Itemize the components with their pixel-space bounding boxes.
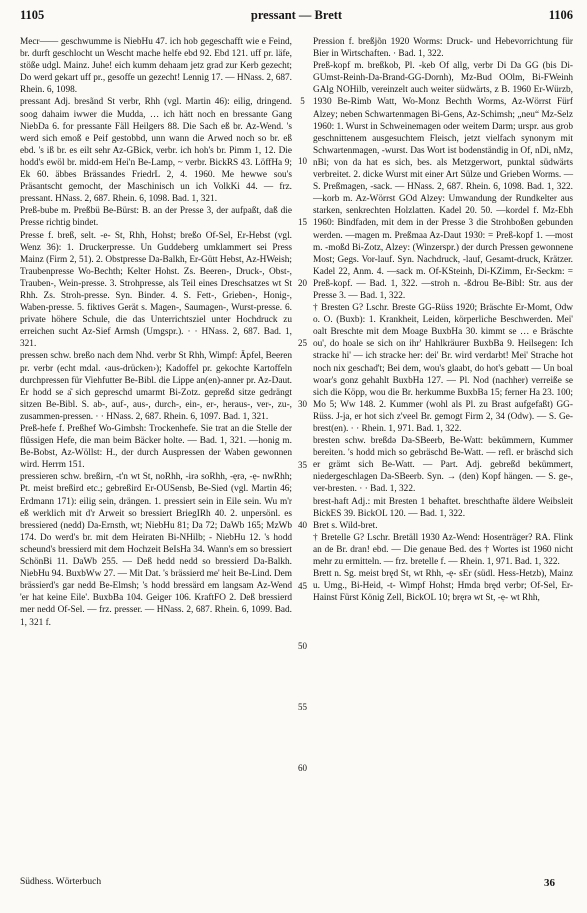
entry-pressen: pressen schw. breßo nach dem Nhd. verbr St Rhh, Wimpf: Äpfel, Beeren pr. verbr (echt mdal. ‹aus-drücken›); Kadoffel pr. gekochte Kartoffeln durchpressen für Viehfutter Be-Bibl. die Lippe an(en)-anner pr. Az-Daut. Er hodd se a͂ sich gepreschd umarmt Bi-Zotz. gepreßd sitze gedrängt sitzen Be-Bibl. S. ab-, auf-, aus-, durch-, ein-, er-, heraus-, ver-, zu-, zusammen-pressen. · · HNass. 2, 687. Rhein. 6, 1097. Bad. 1, 321. [20,351,292,422]
entry-bresten-verb: bresten schw. breßdə Da-SBeerb, Be-Watt: bekümmern, Kummer bereiten. 's hodd mich so gebräschd Be-Watt. — refl. er bräschd sich er grämt sich Be-Watt. — Part. Adj. gebreßd bekümmert, niedergeschlagen Da-SBeerb. Syn. → (den) Kopf hängen. — S. ge-, ver-bresten. · · Bad. 1, 322. [313,436,573,495]
entry-bret: Bret s. Wild-bret. [313,520,378,531]
line-number: 45 [298,581,307,591]
line-number: 60 [298,763,307,773]
line-number: 40 [298,520,307,530]
right-column [313,36,573,604]
page-number-left: 1105 [20,8,45,22]
page-number-right: 1106 [548,8,573,22]
entry-continuation: Mecr—— geschwumme is NiebHu 47. ich hob gegeschafft wie e Feind, br. durft geschlocht un Wescht mache helfe ebd 92. Ebd 121. uff pr. läfe, stöße udgl. Mainz. Juhe! eich kumm dehaam jetz grad zur Kerb gezecht; Do werd gekart uff pr., gesoffe un gezecht! Lennig 17. — HNass. 2, 687. Rhein. 6, 1098. [20,37,292,96]
page-footer [20,877,573,891]
line-number: 15 [298,217,307,227]
line-number: 25 [298,338,307,348]
running-head: pressant — Brett [250,8,343,22]
entry-presse: Presse f. breß, selt. -e- St, Rhh, Hohst; breßo Of-Sel, Er-Hebst (vgl. Wenz 36): 1. Druckerpresse. Un Guddeberg umklammert sei Press Mainz (Firm 2, 51). 2. Obstpresse Da-Balkh, Er-Gütt Hebst, Az-HWeish; Traubenpresse Wo-Bechth; Kelter Hohst. Zs. Beeren-, Druck-, Obst-, Trauben-, Wein-presse. 3. Strohpresse, als Teil eines Dreschsatzes wt St Rhh. Zs. Stroh-presse. Syn. Binder. 4. S. Fett-, Grieben-, Honig-, Waben-presse. 5. fiktives Gerät s. Magen-, Saumagen-, Wurst-presse. 6. private höhere Schule, die das Unterrichtsziel unter Hochdruck zu erreichen sucht Az-Sief Armsh (Umgspr.). · · HNass. 2, 687. Bad. 1, 321. [20,230,292,350]
left-column [20,36,292,629]
line-number: 5 [300,96,305,106]
signature-number: 36 [544,877,555,889]
entry-pressant: pressant Adj. bresãnd St verbr, Rhh (vgl. Martin 46): eilig, dringend. soog dahaim iwwer die Mudda, … ich hätt noch en bressante Gang NiebDa 6. for pressante Fäll Heilgers 88. Die Sach eß br. Az-Wend. 's werd sich emoß e Peif gestobbd, unn wann die Arwed noch so br. eß ebd. 's iß br. es eilt sehr Az-GBick, verbr. ich hoh's br. Pimm 1, 12. Die hodd's ewöl br. midd-em Hei'n Be-Lamp, ~ verbr. BickRS 43. LöffHa 9; Ek 60. äbbes Brässandes FriedrL 2, 4. 1960. Me hewwe sou's Präsantscht gemocht, der Maschinisch un ich VolkKi 44. — frz. pressant. HNass. 2, 687. Rhein. 6, 1098. Bad. 1, 321. [20,97,292,205]
entry-presshefe: Preß-hefe f. Preßhef Wo-Gimbsh: Trockenhefe. Sie trat an die Stelle der flüssigen Hefe, die man beim Bäcker holte. — Bad. 1, 321. —honig m. Be-Bobst, Az-Wöllst: H., der durch Auspressen der Waben gewonnen wird. Herrm 151. [20,424,292,471]
line-number: 50 [298,641,307,651]
line-number: 10 [298,156,307,166]
entry-pressieren: pressieren schw. breßirn, -t'n wt St, noRhh, -irə soRhh, -ẹrə, -ẹ- nwRhh; Pt. meist breßird etc.; gebreßird Er-OUSensb, Be-Sied (vgl. Martin 46; Erdmann 171): eilig sein, drängen. 1. pressiert sein in Eile sein. Wu m'r eß werklich mit d'r Arweit so bressiert BriegIRh 40. 2. unpersönl. es bressiered (nedd) Da-Ernsth, wt; NiebHu 81; Da 72; DaWb 165; MzWb 174. Do werd's br. mit dem Heiraten Bi-NHilb; - NiebHu 12. 's hodd scheund's bressierd mit dem Hochzeit BeIsHa 34. Wann's em so bressiert SchönBi 11. DaWb 255. — Deß hedd nedd so bressierd Da-Balkh. NiebHu 94. BuxbWw 27. — Mit Dat. 's brässierd me' heit Be-Lind. Dem brässierd's gar nedd Be-Elmsh; 's hodd bressärd em langsam Az-Wend 'er hat keine Eile'. BuxbBa 104. Geiger 106. KraftFO 2. Deß bressierd mer nedd Of-Sel. — frz. presser. — HNass. 2, 687. Rhein. 6, 1099. Bad. 1, 321 f. [20,472,292,628]
entry-pression: Pression f. breßjõn 1920 Worms: Druck- und Hebevorrichtung für Bier in Wirtschaften. · Bad. 1, 322. [313,37,573,60]
entry-bresthaft: brest-haft Adj.: mit Bresten 1 behaftet. breschthafte äldere Weibsleit BickES 39. BickOL 120. — Bad. 1, 322. [313,496,573,519]
line-number: 35 [298,460,307,470]
entry-presskopf: Preß-kopf m. breßkob, Pl. -keb Of allg, verbr Di Da GG (bis Di-GUmst-Reinh-Da-Brand-GG-Dornh), Mz-Bud OOlm, Bi-FWeinh GAlg NOHilb, vereinzelt auch weiter südwärts, z B. 1960 Er-Würzb, 1930 Be-Rimb Watt, Wo-Monz Bechth Worms, Az-Wörrst Fürf Alzey; neben Schwartenmagen Bi-Gens, Az-Schimsh; „neu“ Mz-Selz 1960: 1. Wurst in Schweinemagen oder weitem Darm; urspr. aus grob geschnittenem ausgesuchtem Fleisch, jetzt vielfach synonym mit Schwartenmagen, -wurst. Das Wort ist bodenständig in Of, nDi, nMz, nBi; von da hat es sich, bes. als Metzgerwort, punktal südwärts verbreitet. 2. dicke Wurst mit einer Art Sülze und Grieben Worms. — S. Preßmagen, -sack. — HNass. 2, 687. Rhein. 6, 1098. Bad. 1, 322. —korb m. Az-Wörrst GOd Alzey: Umwandung der Rundkelter aus starken, senkrechten Holzlatten. Kadel 20. 50. —kordel f. Mz-Ebh 1960: Bindfaden, mit dem in der Presse 3 die Strohboßen gebunden werden. —magen m. Preßmaa Az-Daut 1930: = Preß-kopf 1. —most m. -moßd Bi-Zotz, Alzey: (Winzerspr.) der durch Pressen gewonnene Most; Gegs. Vor-lauf. Syn. Nachdruck, -lauf, Gesamt-druck, Krätzer. Kadel 22, Anm. 4. —sack m. Of-KSteinh, Di-KZimm, Er-Seckm: = Preß-kopf. — Bad. 1, 322. —stroh n. -ßdrou Be-Bibl: Str. aus der Presse 3. — Bad. 1, 322. [313,61,573,301]
line-number: 55 [298,702,307,712]
page-header [20,8,573,28]
publication-title: Südhess. Wörterbuch [20,877,102,887]
entry-bretelle: † Bretelle G? Lschr. Bretäll 1930 Az-Wend: Hosenträger? RA. Flink an de Br. dran! ebd. — Die genaue Bed. des † Wortes ist 1960 nicht mehr zu ermitteln. — frz. bretelle f. — Rhein. 1, 971. Bad. 1, 322. [313,532,573,568]
line-number: 20 [298,278,307,288]
entry-brett: Brett n. Sg. meist bręd St, wt Rhh, -ẹ- sEr (südl. Hess-Hetzb), Mainz u. Umg., Bi-Heid, -t- Wimpf Hohst; Hmda bręd verbr; Of-Sel, Er-Hainst Fürst König Zell, BickOL 10; bręrə wt St, -ẹ- wt Rhh, [313,569,573,604]
entry-bresten-noun: † Bresten G? Lschr. Breste GG-Rüss 1920; Bräschte Er-Momt, Odw o. O. (Buxb): 1. Krankheit, Leiden, körperliche Beschwerden. Mei' oalt Breschte mit dem Moage BuxbHa 30. kimmt se … e Bräschte ou', do hoale se sich on ihr' Hahlkräurer BuxbBa 9. Heilsegen: Ich stracke hi' — ich stracke her: dei' Br. wird verdarbt! Mei' Strache hot noch nix geschad't; Bei dem, wou's glaabt, do hot's gebatt — Un boal woar's gonz gehahlt BuxbHa 127. — Pl. Nod (nachher) verreiße se sich die Köpp, wou die Br. herkumme BuxbBa 15; ferner Ha 23. 100; Mo 5; Ww 148. 2. Kummer (wohl als Pl. zu Brast aufgefaßt) GG-Rüss. J-ja, er hot sich z'veel Br. gemogt Firm 2, 34 (Odw). — S. Ge-brest(en). · · Rhein. 1, 971. Bad. 1, 322. [313,303,573,434]
entry-pressbube: Preß-bube m. Preßbü Be-Bürst: B. an der Presse 3, der aufpaßt, daß die Presse richtig bindet. [20,206,292,229]
line-number: 30 [298,399,307,409]
